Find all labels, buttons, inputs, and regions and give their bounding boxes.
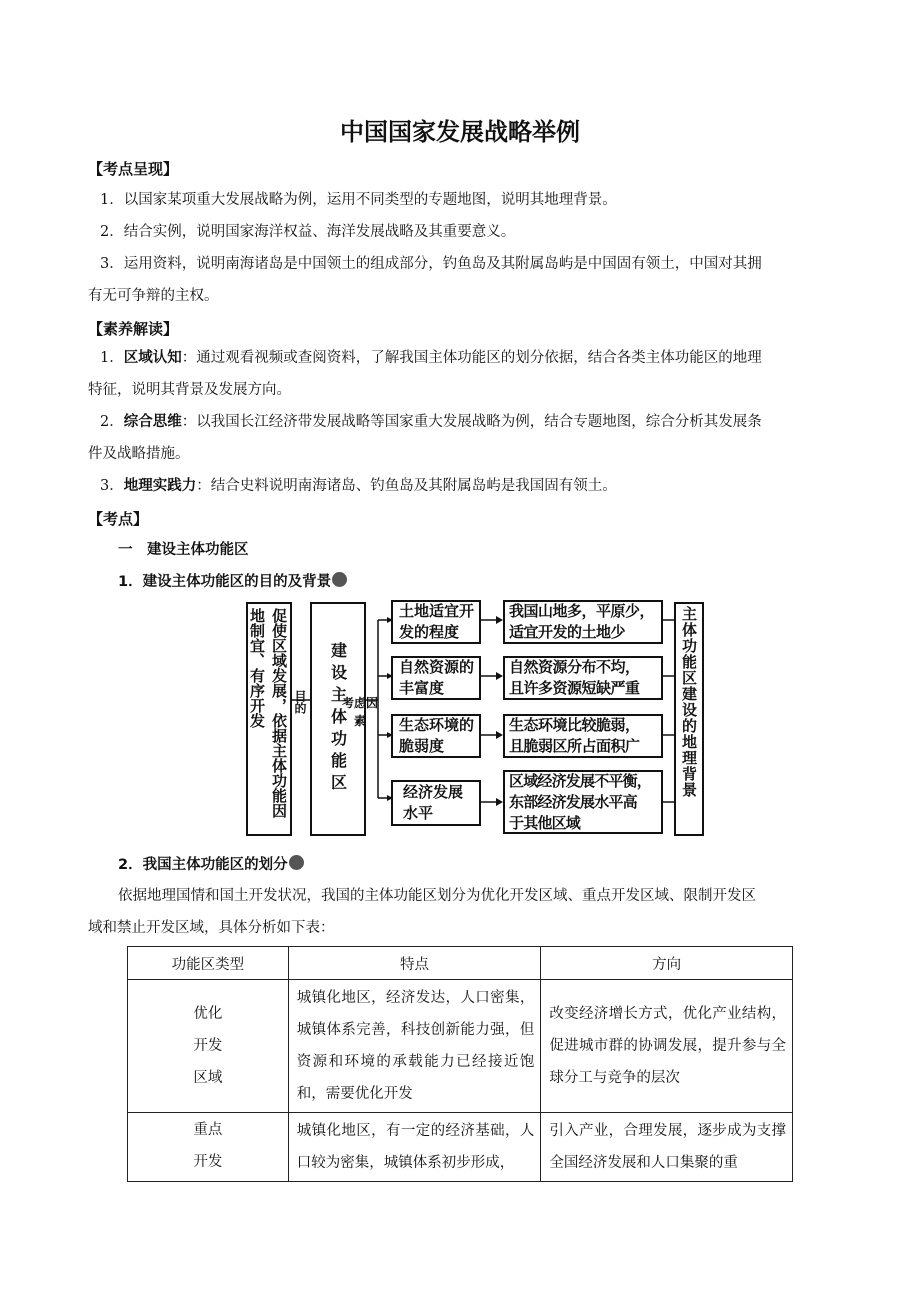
table-row xyxy=(128,1113,793,1182)
subheading-text: 2．我国主体功能区的划分 xyxy=(118,857,288,873)
zone-direction-cell: 引入产业，合理发展，逐步成为支撑全国经济发展和人口集聚的重 xyxy=(541,1113,793,1182)
division-intro xyxy=(88,880,838,944)
factor-line: 丰富度 xyxy=(399,679,445,697)
factor-box xyxy=(391,714,481,758)
result-line: 区域经济发展不平衡， xyxy=(509,771,652,790)
literacy-item xyxy=(88,342,838,374)
zone-type-cell xyxy=(128,1113,289,1182)
presentation-item-cont: 有无可争辩的主权。 xyxy=(88,288,219,304)
zone-type-cell xyxy=(128,980,289,1113)
section-heading-literacy: 【素养解读】 xyxy=(88,320,179,338)
literacy-key: 地理实践力 xyxy=(123,478,197,494)
presentation-item: 3．运用资料，说明南海诸岛是中国领土的组成部分，钓鱼岛及其附属岛屿是中国固有领土，中国对其拥 xyxy=(100,256,762,272)
factor-label: 考虑因素 xyxy=(341,696,378,728)
factor-box xyxy=(391,600,481,644)
literacy-item xyxy=(88,406,838,438)
result-box xyxy=(503,600,663,644)
result-line: 适宜开发的土地少 xyxy=(509,623,626,641)
purpose-label: 目的 xyxy=(293,690,307,714)
zone-type-line: 优化 xyxy=(193,1006,223,1022)
result-line: 于其他区域 xyxy=(509,813,581,832)
purpose-box-text: 促使区域发展，依据主体功能因地制宜、有序开发 xyxy=(248,608,288,818)
result-line: 东部经济发展水平高 xyxy=(509,792,637,811)
factor-line: 脆弱度 xyxy=(399,737,445,755)
section-heading-presentation: 【考点呈现】 xyxy=(88,160,179,178)
factor-line: 经济发展 xyxy=(403,783,464,801)
background-box xyxy=(674,602,704,836)
table-header-row xyxy=(128,947,793,980)
zone-type-line: 开发 xyxy=(193,1154,223,1170)
literacy-key: 综合思维 xyxy=(123,414,182,430)
literacy-list xyxy=(88,342,838,502)
intro-line: 依据地理国情和国土开发状况，我国的主体功能区划分为优化开发区域、重点开发区域、限制开发区 xyxy=(118,888,756,904)
factor-line: 土地适宜开 xyxy=(399,602,475,620)
page-title: 中国国家发展战略举例 xyxy=(340,118,580,146)
result-line: 生态环境比较脆弱， xyxy=(509,716,640,734)
section-heading-points: 【考点】 xyxy=(88,510,149,528)
purpose-box xyxy=(246,602,292,836)
table-row xyxy=(128,980,793,1113)
result-line: 且脆弱区所占面积广 xyxy=(509,737,640,755)
literacy-item-cont: 特征，说明其背景及发展方向。 xyxy=(88,382,291,398)
bullet-dot-icon xyxy=(332,572,347,587)
result-line: 且许多资源短缺严重 xyxy=(509,679,640,697)
result-box xyxy=(503,714,663,758)
zone-features-cell: 城镇化地区，经济发达，人口密集，城镇体系完善，科技创新能力强，但资源和环境的承载能力已经接近饱和，需要优化开发 xyxy=(288,980,541,1113)
table-header: 特点 xyxy=(288,947,541,980)
table-header: 功能区类型 xyxy=(128,947,289,980)
subheading-text: 1．建设主体功能区的目的及背景 xyxy=(118,574,332,590)
literacy-item xyxy=(88,470,838,502)
subheading-division xyxy=(118,853,304,874)
presentation-list xyxy=(88,184,838,312)
literacy-num: 3． xyxy=(100,478,124,494)
result-line: 我国山地多，平原少， xyxy=(509,602,655,620)
zone-type-line: 区域 xyxy=(193,1070,223,1086)
factor-box xyxy=(391,780,481,826)
zone-type-line: 开发 xyxy=(193,1038,223,1054)
background-box-text: 主体功能区建设的地理背景 xyxy=(680,606,698,798)
center-box-text: 建设主体功能区 xyxy=(328,642,348,796)
literacy-key: 区域认知 xyxy=(123,350,182,366)
presentation-item: 1．以国家某项重大发展战略为例，运用不同类型的专题地图，说明其地理背景。 xyxy=(100,192,617,208)
factor-line: 水平 xyxy=(403,804,434,822)
literacy-num: 2． xyxy=(100,414,124,430)
literacy-num: 1． xyxy=(100,350,124,366)
zone-direction-cell: 改变经济增长方式，优化产业结构，促进城市群的协调发展，提升参与全球分工与竞争的层次 xyxy=(541,980,793,1113)
literacy-item-cont: 件及战略措施。 xyxy=(88,446,190,462)
bullet-dot-icon xyxy=(289,855,304,870)
factor-line: 发的程度 xyxy=(399,623,460,641)
presentation-item: 2．结合实例，说明国家海洋权益、海洋发展战略及其重要意义。 xyxy=(100,224,516,240)
part-title: 一 建设主体功能区 xyxy=(118,542,249,558)
table-header: 方向 xyxy=(541,947,793,980)
result-box xyxy=(503,656,663,700)
factor-box xyxy=(391,656,481,700)
zone-table xyxy=(127,946,793,1182)
zone-type-line: 重点 xyxy=(193,1122,223,1138)
result-line: 自然资源分布不均， xyxy=(509,658,640,676)
factor-line: 自然资源的 xyxy=(399,658,475,676)
zone-features-cell: 城镇化地区，有一定的经济基础，人口较为密集，城镇体系初步形成， xyxy=(288,1113,541,1182)
literacy-text: ：以我国长江经济带发展战略等国家重大发展战略为例，结合专题地图，综合分析其发展条 xyxy=(181,414,762,430)
result-box xyxy=(503,770,663,834)
intro-line: 域和禁止开发区域，具体分析如下表： xyxy=(88,920,335,936)
subheading-purpose xyxy=(118,570,347,591)
literacy-text: ：结合史料说明南海诸岛、钓鱼岛及其附属岛屿是我国固有领土。 xyxy=(196,478,617,494)
literacy-text: ：通过观看视频或查阅资料，了解我国主体功能区的划分依据，结合各类主体功能区的地理 xyxy=(181,350,762,366)
concept-diagram xyxy=(240,598,710,840)
factor-line: 生态环境的 xyxy=(399,716,475,734)
